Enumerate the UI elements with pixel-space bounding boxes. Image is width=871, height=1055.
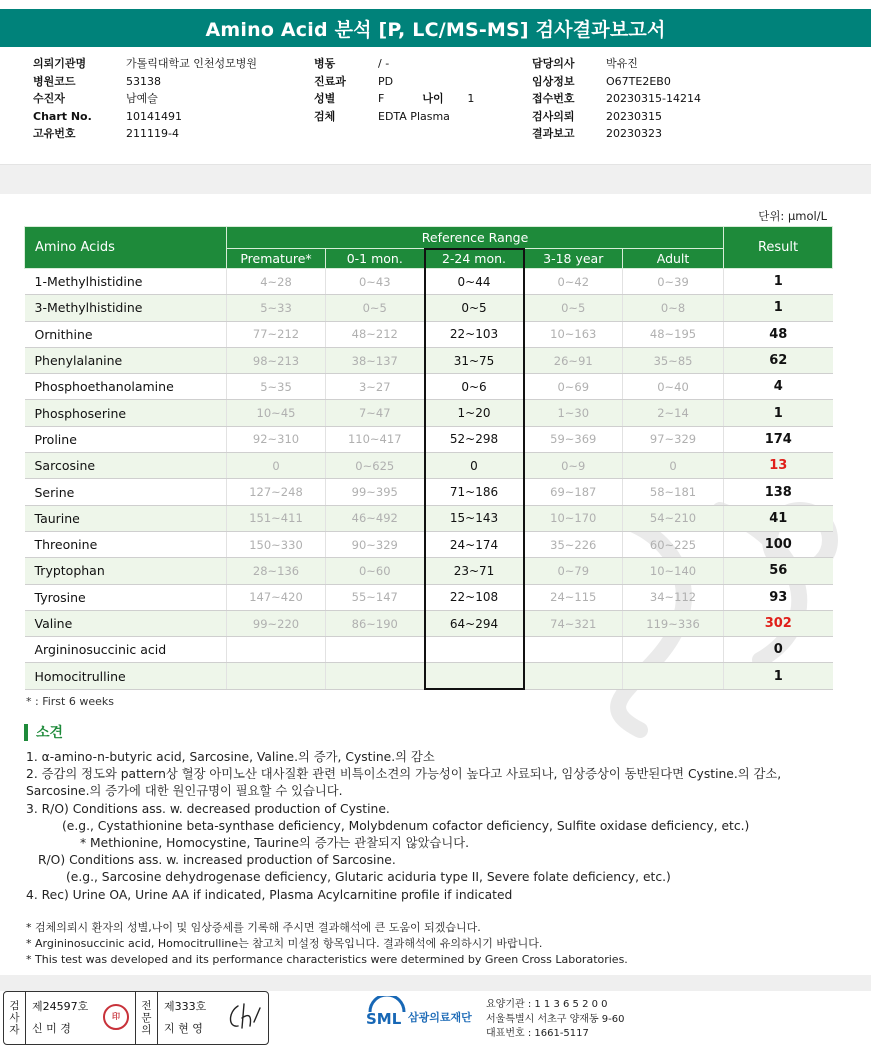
reference-range-cell: 24~174 <box>425 531 524 557</box>
reference-range-cell: 23~71 <box>425 558 524 584</box>
info-value: EDTA Plasma <box>378 109 450 123</box>
reference-range-cell: 0~44 <box>425 269 524 295</box>
opinion-heading-text: 소견 <box>36 725 64 741</box>
result-cell: 1 <box>724 269 833 295</box>
reference-range-cell: 64~294 <box>425 610 524 636</box>
lab-contact-line: 서울특별시 서초구 양재동 9-60 <box>486 1013 625 1025</box>
result-cell: 93 <box>724 584 833 610</box>
opinion-line: 1. α-amino-n-butyric acid, Sarcosine, Valine.의 증가, Cystine.의 감소 <box>26 750 435 764</box>
amino-acid-name: 3-Methylhistidine <box>25 295 227 321</box>
result-cell: 174 <box>724 426 833 452</box>
info-row <box>314 108 474 126</box>
footer-band <box>0 975 871 991</box>
info-row <box>532 55 701 73</box>
reference-range-cell: 24~115 <box>524 584 623 610</box>
reference-range-cell: 5~35 <box>227 374 326 400</box>
amino-acid-name: Serine <box>25 479 227 505</box>
inspector-seal-icon: 印 <box>103 1004 129 1030</box>
reference-range-cell: 0~9 <box>524 453 623 479</box>
info-row <box>314 73 474 91</box>
info-row <box>33 73 257 91</box>
reference-range-cell <box>425 637 524 663</box>
reference-range-cell: 119~336 <box>623 610 724 636</box>
reference-range-cell: 0 <box>623 453 724 479</box>
table-row <box>25 321 833 347</box>
heading-accent-bar <box>24 724 28 741</box>
reference-range-cell <box>425 663 524 689</box>
reference-range-cell: 150~330 <box>227 531 326 557</box>
reference-range-cell: 3~27 <box>326 374 425 400</box>
lab-contact <box>486 998 625 1042</box>
specialist-cell <box>158 992 268 1044</box>
table-row <box>25 479 833 505</box>
note-line: * Argininosuccinic acid, Homocitrulline는 참고치 미설정 항목입니다. 결과해석에 유의하시기 바랍니다. <box>26 937 543 951</box>
info-value: 20230315-14214 <box>606 92 701 106</box>
amino-acid-name: Proline <box>25 426 227 452</box>
info-label: 검체 <box>314 109 336 123</box>
reference-range-cell <box>227 663 326 689</box>
info-value: 20230323 <box>606 127 662 141</box>
reference-range-cell: 71~186 <box>425 479 524 505</box>
info-value: 10141491 <box>126 109 182 123</box>
table-row <box>25 637 833 663</box>
info-row <box>314 90 474 108</box>
note-line: * This test was developed and its performance characteristics were determined by Green Cross Laboratories. <box>26 953 628 967</box>
specialist-label-char: 문 <box>141 1012 152 1024</box>
info-row <box>314 55 474 73</box>
table-row <box>25 584 833 610</box>
result-cell: 4 <box>724 374 833 400</box>
result-cell: 62 <box>724 347 833 373</box>
inspector-label-char: 검 <box>9 1000 20 1012</box>
table-row <box>25 374 833 400</box>
info-label: 성별 <box>314 92 336 106</box>
table-row <box>25 505 833 531</box>
reference-range-cell: 35~226 <box>524 531 623 557</box>
reference-range-cell <box>623 637 724 663</box>
reference-range-cell: 110~417 <box>326 426 425 452</box>
result-cell: 100 <box>724 531 833 557</box>
info-row <box>33 90 257 108</box>
reference-range-cell: 10~140 <box>623 558 724 584</box>
results-table <box>24 226 833 690</box>
reference-range-cell: 0~79 <box>524 558 623 584</box>
unit-label: 단위: µmol/L <box>758 209 827 223</box>
amino-acid-name: Ornithine <box>25 321 227 347</box>
reference-range-cell: 147~420 <box>227 584 326 610</box>
info-row <box>33 125 257 143</box>
table-row <box>25 558 833 584</box>
info-label: 수진자 <box>33 92 65 106</box>
table-row <box>25 347 833 373</box>
result-cell: 56 <box>724 558 833 584</box>
reference-range-cell: 1~20 <box>425 400 524 426</box>
info-label: 임상정보 <box>532 74 575 88</box>
info-row <box>532 90 701 108</box>
inspector-label-char: 자 <box>9 1024 20 1036</box>
info-label: 의뢰기관명 <box>33 57 87 70</box>
opinion-heading <box>24 722 63 742</box>
reference-range-cell: 0~6 <box>425 374 524 400</box>
reference-range-cell: 22~103 <box>425 321 524 347</box>
reference-range-cell: 60~225 <box>623 531 724 557</box>
reference-range-cell: 97~329 <box>623 426 724 452</box>
result-cell: 302 <box>724 610 833 636</box>
info-label: 담당의사 <box>532 57 575 70</box>
reference-range-cell: 54~210 <box>623 505 724 531</box>
info-value: O67TE2EB0 <box>606 74 671 88</box>
info-label: 검사의뢰 <box>532 109 575 123</box>
reference-range-cell: 0~40 <box>623 374 724 400</box>
ref-column-header: Adult <box>623 249 724 269</box>
reference-range-cell: 69~187 <box>524 479 623 505</box>
table-row <box>25 400 833 426</box>
reference-range-cell <box>326 663 425 689</box>
reference-range-cell <box>623 663 724 689</box>
inspector-label <box>4 992 26 1044</box>
info-value: 남예슬 <box>126 92 158 106</box>
info-row <box>33 55 257 73</box>
reference-range-cell: 38~137 <box>326 347 425 373</box>
reference-range-cell <box>326 637 425 663</box>
reference-range-cell: 31~75 <box>425 347 524 373</box>
amino-acid-name: Sarcosine <box>25 453 227 479</box>
reference-range-cell <box>227 637 326 663</box>
table-row <box>25 269 833 295</box>
info-row <box>532 108 701 126</box>
header-result: Result <box>724 227 833 269</box>
reference-range-cell: 0~69 <box>524 374 623 400</box>
amino-acid-name: 1-Methylhistidine <box>25 269 227 295</box>
lab-contact-line: 대표번호 : 1661-5117 <box>486 1028 589 1039</box>
specialist-license-no: 제333호 <box>164 1000 207 1013</box>
lab-contact-line: 요양기관 : 1 1 3 6 5 2 0 0 <box>486 999 608 1010</box>
specialist-name: 지 현 영 <box>164 1022 203 1035</box>
signature-icon <box>224 1000 264 1034</box>
reference-range-cell: 48~195 <box>623 321 724 347</box>
table-row <box>25 531 833 557</box>
ref-column-header: 3-18 year <box>524 249 623 269</box>
reference-range-cell: 59~369 <box>524 426 623 452</box>
age-label: 나이 <box>422 92 444 106</box>
age-value: 1 <box>467 92 475 106</box>
header-amino-acids: Amino Acids <box>25 227 227 269</box>
reference-range-cell: 5~33 <box>227 295 326 321</box>
section-divider <box>0 164 871 194</box>
table-row <box>25 663 833 689</box>
reference-range-cell: 0 <box>227 453 326 479</box>
reference-range-cell <box>524 637 623 663</box>
reference-range-cell: 22~108 <box>425 584 524 610</box>
info-value: 53138 <box>126 74 161 88</box>
info-value: F <box>378 92 385 106</box>
reference-range-cell: 77~212 <box>227 321 326 347</box>
amino-acid-name: Tryptophan <box>25 558 227 584</box>
table-row <box>25 453 833 479</box>
reference-range-cell: 86~190 <box>326 610 425 636</box>
reference-range-cell <box>524 663 623 689</box>
info-value: 박유진 <box>606 57 638 70</box>
report-title: Amino Acid 분석 [P, LC/MS-MS] 검사결과보고서 <box>0 9 871 47</box>
sml-logo-abbr: SML <box>366 1010 402 1028</box>
inspector-cell <box>26 992 136 1044</box>
note-line: * 검체의뢰시 환자의 성별,나이 및 임상증세를 기록해 주시면 결과해석에 큰 도움이 되겠습니다. <box>26 921 481 934</box>
reference-range-cell: 127~248 <box>227 479 326 505</box>
table-row <box>25 426 833 452</box>
reference-range-cell: 10~45 <box>227 400 326 426</box>
reference-range-cell: 35~85 <box>623 347 724 373</box>
amino-acid-name: Argininosuccinic acid <box>25 637 227 663</box>
reference-range-cell: 0~39 <box>623 269 724 295</box>
sml-logo <box>366 996 472 1038</box>
reference-range-cell: 0~60 <box>326 558 425 584</box>
table-footnote: * : First 6 weeks <box>26 695 114 708</box>
reference-range-cell: 15~143 <box>425 505 524 531</box>
inspector-license-no: 제24597호 <box>32 1000 89 1013</box>
reference-range-cell: 74~321 <box>524 610 623 636</box>
reference-range-cell: 99~220 <box>227 610 326 636</box>
reference-range-cell: 0~625 <box>326 453 425 479</box>
amino-acid-name: Homocitrulline <box>25 663 227 689</box>
table-row <box>25 610 833 636</box>
reference-range-cell: 26~91 <box>524 347 623 373</box>
reference-range-cell: 58~181 <box>623 479 724 505</box>
opinion-line: 2. 증감의 정도와 pattern상 혈장 아미노산 대사질환 관련 비특이소견의 가능성이 높다고 사료되나, 임상증상이 동반된다면 Cystine.의 감소, Sarcosine.의 증가에 대한 원인규명이 필요할 수 있습니다. <box>26 767 782 799</box>
reference-range-cell: 55~147 <box>326 584 425 610</box>
info-label: 병원코드 <box>33 74 76 88</box>
result-cell: 1 <box>724 295 833 321</box>
amino-acid-name: Tyrosine <box>25 584 227 610</box>
amino-acid-name: Valine <box>25 610 227 636</box>
reference-range-cell: 4~28 <box>227 269 326 295</box>
info-value: / - <box>378 57 390 70</box>
table-row <box>25 295 833 321</box>
reference-range-cell: 52~298 <box>425 426 524 452</box>
ref-column-header: 0-1 mon. <box>326 249 425 269</box>
signature-box <box>3 991 269 1045</box>
reference-range-cell: 0 <box>425 453 524 479</box>
ref-column-header: 2-24 mon. <box>425 249 524 269</box>
opinion-line: 3. R/O) Conditions ass. w. decreased production of Cystine. <box>26 801 390 816</box>
result-cell: 48 <box>724 321 833 347</box>
result-cell: 0 <box>724 637 833 663</box>
info-label: 고유번호 <box>33 127 76 141</box>
reference-range-cell: 0~8 <box>623 295 724 321</box>
amino-acid-name: Phenylalanine <box>25 347 227 373</box>
amino-acid-name: Phosphoserine <box>25 400 227 426</box>
result-cell: 138 <box>724 479 833 505</box>
info-label: 병동 <box>314 57 336 70</box>
specialist-label <box>136 992 158 1044</box>
reference-range-cell: 0~5 <box>326 295 425 321</box>
reference-range-cell: 0~42 <box>524 269 623 295</box>
opinion-text <box>26 749 826 904</box>
amino-acid-name: Phosphoethanolamine <box>25 374 227 400</box>
reference-range-cell: 0~5 <box>425 295 524 321</box>
opinion-line: (e.g., Sarcosine dehydrogenase deficiency, Glutaric aciduria type II, Severe folate deficiency, etc.) <box>66 870 671 885</box>
header-reference-range: Reference Range <box>227 227 724 249</box>
info-value: 211119-4 <box>126 127 179 141</box>
reference-range-cell: 10~170 <box>524 505 623 531</box>
reference-range-cell: 98~213 <box>227 347 326 373</box>
reference-range-cell: 0~43 <box>326 269 425 295</box>
report-notes <box>26 920 628 969</box>
info-row <box>33 108 257 126</box>
specialist-label-char: 의 <box>141 1024 152 1036</box>
info-label: 접수번호 <box>532 92 575 106</box>
reference-range-cell: 1~30 <box>524 400 623 426</box>
ref-column-header: Premature* <box>227 249 326 269</box>
opinion-line: 4. Rec) Urine OA, Urine AA if indicated, Plasma Acylcarnitine profile if indicated <box>26 887 513 902</box>
reference-range-cell: 48~212 <box>326 321 425 347</box>
reference-range-cell: 7~47 <box>326 400 425 426</box>
reference-range-cell: 99~395 <box>326 479 425 505</box>
reference-range-cell: 34~112 <box>623 584 724 610</box>
info-value: 가톨릭대학교 인천성모병원 <box>126 57 258 70</box>
patient-info-col1 <box>33 55 257 143</box>
patient-info-col2 <box>314 55 474 125</box>
info-value: 20230315 <box>606 109 662 123</box>
reference-range-cell: 46~492 <box>326 505 425 531</box>
info-row <box>532 73 701 91</box>
inspector-label-char: 사 <box>9 1012 20 1024</box>
result-cell: 1 <box>724 663 833 689</box>
opinion-line: (e.g., Cystathionine beta-synthase deficiency, Molybdenum cofactor deficiency, Sulfite oxidase deficiency, etc.) <box>62 818 750 833</box>
reference-range-cell: 92~310 <box>227 426 326 452</box>
reference-range-cell: 2~14 <box>623 400 724 426</box>
foundation-name: 삼광의료재단 <box>408 1011 472 1024</box>
info-label: Chart No. <box>33 109 92 123</box>
info-value: PD <box>378 74 394 88</box>
amino-acid-name: Threonine <box>25 531 227 557</box>
result-cell: 41 <box>724 505 833 531</box>
info-label: 결과보고 <box>532 127 575 141</box>
info-row <box>532 125 701 143</box>
reference-range-cell: 0~5 <box>524 295 623 321</box>
info-label: 진료과 <box>314 74 346 88</box>
reference-range-cell: 90~329 <box>326 531 425 557</box>
result-cell: 1 <box>724 400 833 426</box>
specialist-label-char: 전 <box>141 1000 152 1012</box>
reference-range-cell: 10~163 <box>524 321 623 347</box>
opinion-line: R/O) Conditions ass. w. increased production of Sarcosine. <box>38 853 396 868</box>
amino-acid-name: Taurine <box>25 505 227 531</box>
opinion-line: * Methionine, Homocystine, Taurine의 증가는 관찰되지 않았습니다. <box>80 836 470 851</box>
inspector-name: 신 미 경 <box>32 1022 71 1035</box>
reference-range-cell: 151~411 <box>227 505 326 531</box>
patient-info-col3 <box>532 55 701 143</box>
reference-range-cell: 28~136 <box>227 558 326 584</box>
result-cell: 13 <box>724 453 833 479</box>
sml-logo-icon <box>366 996 408 1038</box>
